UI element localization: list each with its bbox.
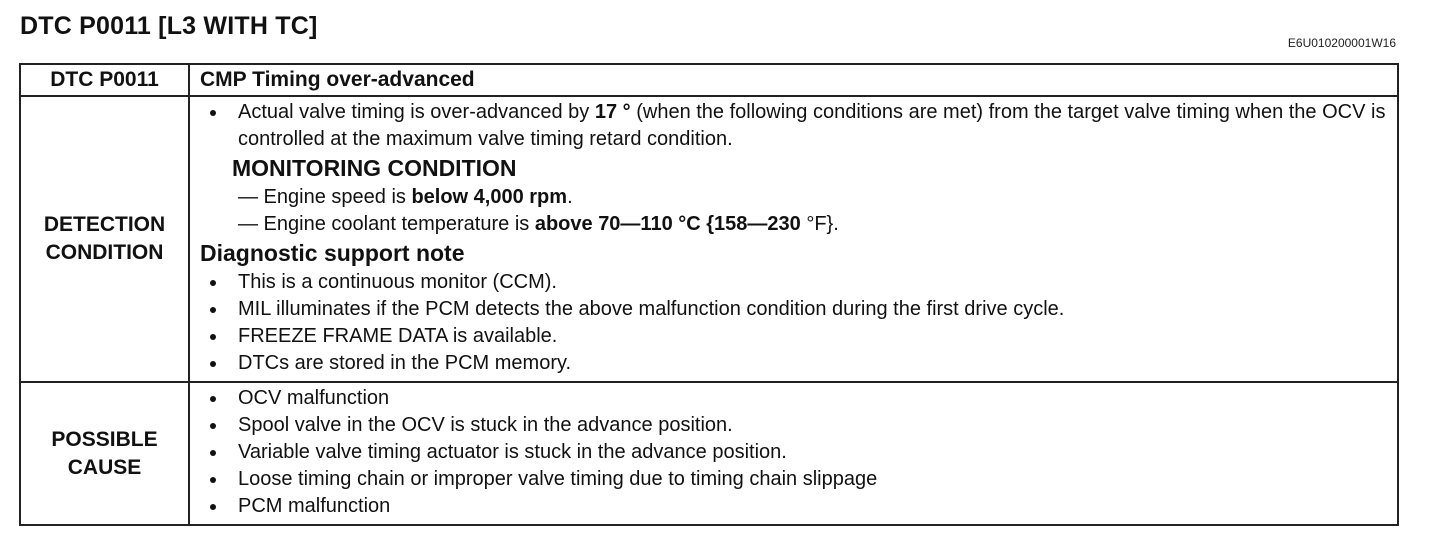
possible-cause-content: [189, 382, 1398, 525]
support-notes-list: [200, 269, 1387, 377]
list-item: OCV malfunction: [200, 385, 1387, 412]
dtc-table: [19, 63, 1399, 526]
possible-cause-label: [20, 382, 189, 525]
list-item: Spool valve in the OCV is stuck in the advance position.: [200, 412, 1387, 439]
list-item: FREEZE FRAME DATA is available.: [200, 323, 1387, 350]
label-line: CAUSE: [67, 455, 142, 479]
label-line: POSSIBLE: [51, 427, 158, 451]
monitoring-condition-heading: MONITORING CONDITION: [232, 155, 517, 181]
list-item: PCM malfunction: [200, 493, 1387, 520]
detection-condition-row: [20, 96, 1398, 382]
page-title: DTC P0011 [L3 WITH TC]: [20, 12, 318, 40]
detection-condition-content: [189, 96, 1398, 382]
detection-bullets: [200, 99, 1387, 153]
possible-cause-row: [20, 382, 1398, 525]
monitoring-condition-item: — Engine speed is below 4,000 rpm.: [238, 186, 573, 208]
list-item: MIL illuminates if the PCM detects the above malfunction condition during the first drive cycle.: [200, 296, 1387, 323]
label-line: CONDITION: [45, 241, 164, 264]
dtc-code-cell: DTC P0011: [20, 64, 189, 96]
list-item: Loose timing chain or improper valve timing due to timing chain slippage: [200, 466, 1387, 493]
list-item: Actual valve timing is over-advanced by 17 ° (when the following conditions are met) from the target valve timing when the OCV is controlled at the maximum valve timing retard condition.: [200, 99, 1387, 153]
list-item: DTCs are stored in the PCM memory.: [200, 350, 1387, 377]
monitoring-condition-item: — Engine coolant temperature is above 70—110 °C {158—230 °F}.: [238, 213, 839, 235]
threshold-value: 17 °: [594, 101, 631, 123]
label-line: DETECTION: [43, 213, 166, 236]
document-id: E6U010200001W16: [1287, 36, 1396, 50]
table-header-row: [20, 64, 1398, 96]
dtc-description-cell: CMP Timing over-advanced: [189, 64, 1398, 96]
possible-cause-list: [200, 385, 1387, 520]
detection-condition-label: [20, 96, 189, 382]
list-item: This is a continuous monitor (CCM).: [200, 269, 1387, 296]
list-item: Variable valve timing actuator is stuck in the advance position.: [200, 439, 1387, 466]
diagnostic-support-heading: Diagnostic support note: [200, 240, 465, 266]
